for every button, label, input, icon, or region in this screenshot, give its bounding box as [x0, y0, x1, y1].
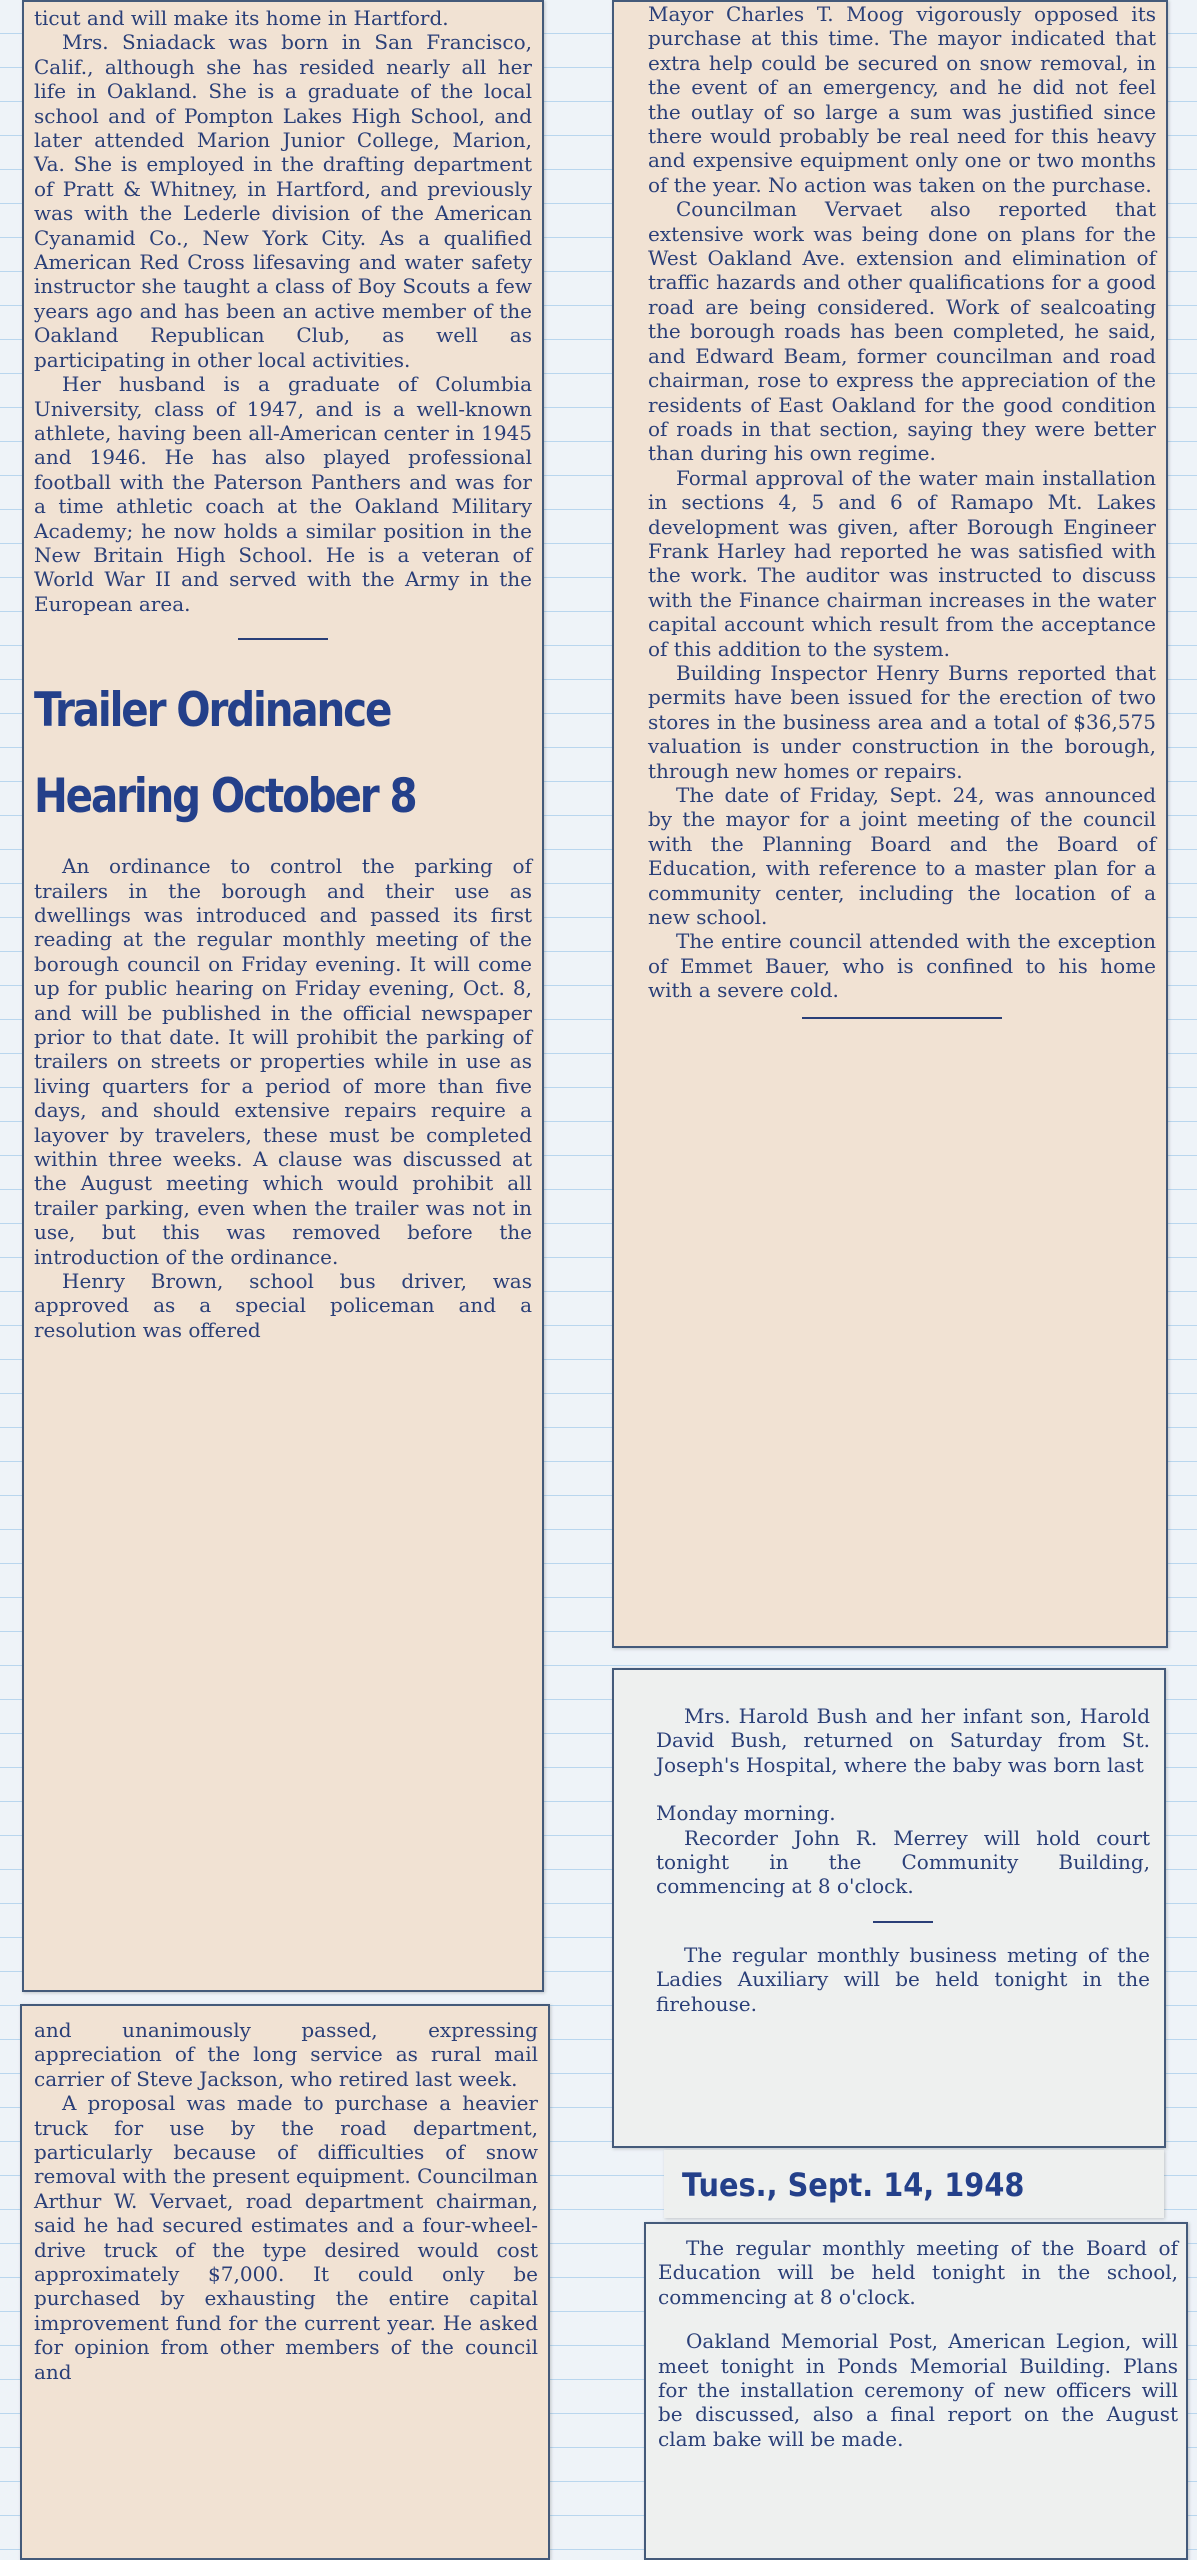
- paragraph-appreciation: and unanimously passed, expressing appreciation of the long service as rural mail carrier of Steve Jackson, who retired last week.: [34, 2018, 538, 2091]
- paragraph-truck-proposal: A proposal was made to purchase a heavier truck for use by the road department, particularly because of difficulties of snow removal with the present equipment. Councilman Arthur W. Vervaet, road department chairman, said he had secured estimates and a four-wheel-drive truck of the type desired would cost approximately $7,000. It could only be purchased by exhausting the entire capital improvement fund for the current year. He asked for opinion from other members of the council and: [34, 2091, 538, 2384]
- paragraph-joint-meeting: The date of Friday, Sept. 24, was announced by the mayor for a joint meeting of the council with the Planning Board and the Board of Education, with reference to a master plan for a community center, including the location of a new school.: [648, 783, 1156, 930]
- clipping-left-main: [22, 0, 544, 1992]
- headline-line-2: Hearing October 8: [34, 769, 416, 825]
- paragraph-mayor: Mayor Charles T. Moog vigorously opposed its purchase at this time. The mayor indicated that extra help could be secured on snow removal, in the event of an emergency, and he did not feel the outlay of so large a sum was justified since there would probably be real need for this heavy and expensive equipment only one or two months of the year. No action was taken on the purchase.: [648, 2, 1156, 197]
- paragraph-water-main: Formal approval of the water main installation in sections 4, 5 and 6 of Ramapo Mt. Lakes development was given, after Borough Engineer Frank Harley had reported he was satisfied with the work. The auditor was instructed to discuss with the Finance chairman increases in the water capital account which result from the acceptance of this addition to the system.: [648, 465, 1156, 661]
- paragraph-board-of-education: The regular monthly meeting of the Board of Education will be held tonight in the school, commencing at 8 o'clock.: [658, 2236, 1178, 2309]
- separator-rule: [238, 638, 328, 640]
- spacer: [658, 2309, 1178, 2329]
- paragraph-attendance: The entire council attended with the exception of Emmet Bauer, who is confined to his home with a severe cold.: [648, 929, 1156, 1003]
- clipping-local-notes: [612, 1668, 1166, 2148]
- paragraph-monday: Monday morning.: [656, 1801, 836, 1826]
- paragraph-ordinance: An ordinance to control the parking of trailers in the borough and their use as dwellings was introduced and passed its first reading at the regular monthly meeting of the borough council on Friday evening. It will come up for public hearing on Friday evening, Oct. 8, and will be published in the official newspaper prior to that date. It will prohibit the parking of trailers on streets or properties while in use as living quarters for a period of more than five days, and should extensive repairs require a layover by travelers, these must be completed within three weeks. A clause was discussed at the August meeting which would prohibit all trailer parking, even when the trailer was not in use, but this was removed before the introduction of the ordinance.: [34, 854, 532, 1269]
- headline: [34, 668, 532, 840]
- paragraph-sniadack: Mrs. Sniadack was born in San Francisco, Calif., although she has resided nearly all her life in Oakland. She is a graduate of the local school and of Pompton Lakes High School, and later attended Marion Junior College, Marion, Va. She is employed in the drafting department of Pratt & Whitney, in Hartford, and previously was with the Lederle division of the American Cyanamid Co., New York City. As a qualified American Red Cross lifesaving and water safety instructor she taught a class of Boy Scouts a few years ago and has been an active member of the Oakland Republican Club, as well as participating in other local activities.: [34, 30, 532, 372]
- paragraph-bush: Mrs. Harold Bush and her infant son, Harold David Bush, returned on Saturday from St. Joseph's Hospital, where the baby was born last: [656, 1704, 1150, 1777]
- paragraph-recorder: Recorder John R. Merrey will hold court tonight in the Community Building, commencing at 8 o'clock.: [656, 1825, 1150, 1899]
- clipping-right-main: [612, 0, 1168, 1648]
- separator-rule: [802, 1017, 1002, 1019]
- paragraph-legion: Oakland Memorial Post, American Legion, will meet tonight in Ponds Memorial Building. Plans for the installation ceremony of new officers will be discussed, also a final report on the August clam bake will be made.: [658, 2329, 1178, 2451]
- separator-rule: [873, 1921, 933, 1923]
- clipping-dateline: [664, 2150, 1164, 2218]
- paragraph-continued: ticut and will make its home in Hartford.: [34, 6, 449, 30]
- paragraph-husband: Her husband is a graduate of Columbia University, class of 1947, and is a well-known athlete, having been all-American center in 1945 and 1946. He has also played professional football with the Paterson Panthers and was for a time athletic coach at the Oakland Military Academy; he now holds a similar position in the New Britain High School. He is a veteran of World War II and served with the Army in the European area.: [34, 372, 532, 616]
- clipping-meetings: [644, 2222, 1188, 2560]
- dateline-text: Tues., Sept. 14, 1948: [682, 2166, 1025, 2204]
- clipping-left-continued: [20, 2004, 550, 2560]
- paragraph-building-inspector: Building Inspector Henry Burns reported that permits have been issued for the erection of two stores in the business area and a total of $36,575 valuation is under construction in the borough, through new homes or repairs.: [648, 660, 1156, 783]
- spacer: [656, 1777, 1150, 1801]
- paragraph-vervaet-report: Councilman Vervaet also reported that extensive work was being done on plans for the West Oakland Ave. extension and elimination of traffic hazards and other qualifications for a good road are being considered. Work of sealcoating the borough roads has been completed, he said, and Edward Beam, former councilman and road chairman, rose to express the appreciation of the residents of East Oakland for the good condition of roads in that section, saying they were better than during his own regime.: [648, 197, 1156, 466]
- headline-line-1: Trailer Ordinance: [34, 683, 391, 739]
- paragraph-henry-brown: Henry Brown, school bus driver, was approved as a special policeman and a resolution was offered: [34, 1269, 532, 1342]
- paragraph-auxiliary: The regular monthly business meting of the Ladies Auxiliary will be held tonight in the firehouse.: [656, 1942, 1150, 2016]
